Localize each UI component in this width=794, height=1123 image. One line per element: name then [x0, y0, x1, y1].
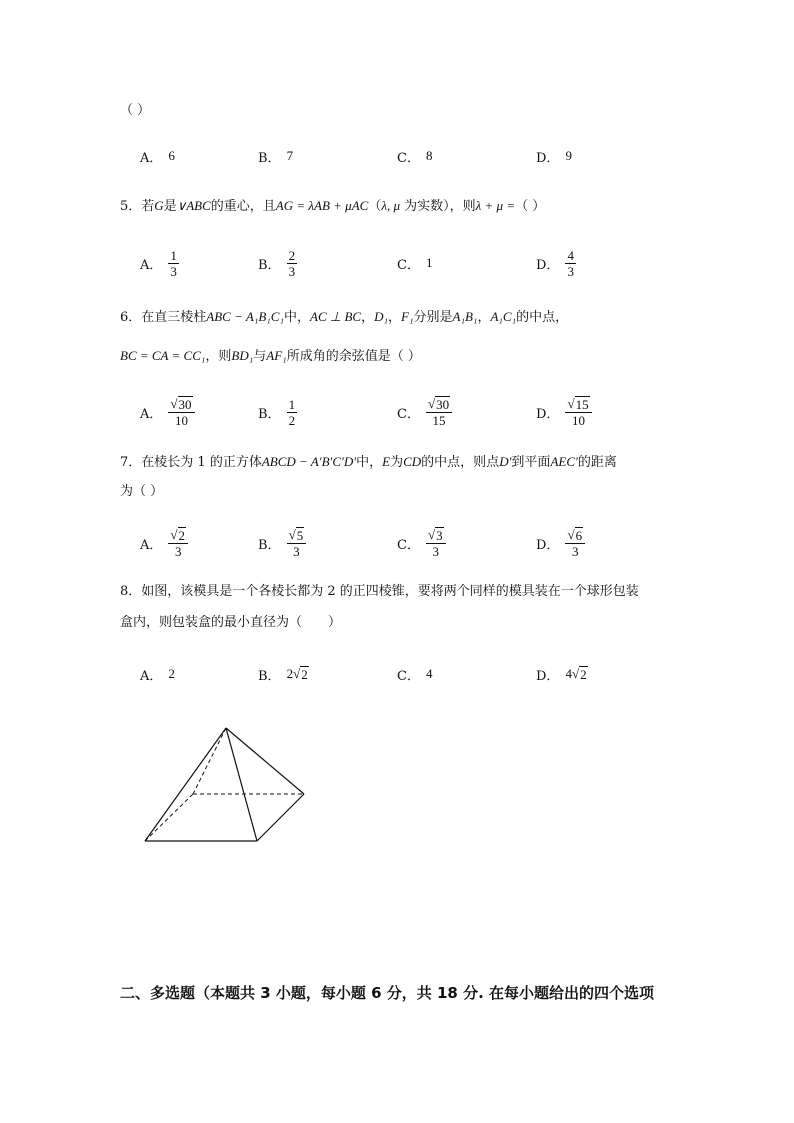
pyramid-edge [226, 728, 257, 841]
fraction: √ 30 10 [168, 396, 194, 428]
q7-option-d: D． √ 6 3 [536, 523, 585, 563]
fraction: √ 5 3 [287, 527, 307, 559]
vector-expression: AG = λAB + μAC [275, 198, 369, 213]
pyramid-base-edge [257, 794, 304, 841]
q8-options [140, 654, 660, 694]
q8-option-c: C． 4 [397, 666, 433, 684]
sqrt-icon: √ 30 [427, 396, 450, 412]
q4-paren: （ ） [120, 103, 151, 118]
section-heading: 二、多选题（本题共 3 小题，每小题 6 分，共 18 分. 在每小题给出的四个选项 [120, 984, 655, 1002]
sqrt-icon: √ 5 [288, 527, 304, 543]
q5-option-c: C． 1 [397, 255, 433, 273]
q7-options [140, 523, 660, 563]
q5-option-a: A． $\frac{1}{3}$ [140, 247, 177, 279]
pyramid-hidden-edge [145, 794, 193, 841]
sqrt-icon: √ 2 [293, 666, 308, 682]
q4-option-a: A． 6 [140, 148, 175, 166]
q7-option-c: C． √ 3 3 [397, 523, 446, 563]
q4-option-b: B． 7 [258, 148, 294, 166]
q7-stem-line2: 为（ ） [120, 484, 164, 499]
q6-option-c: C． √ 30 15 [397, 392, 452, 432]
q4-options [140, 136, 660, 176]
q8-option-d: D． 4 √ 2 [536, 666, 587, 684]
fraction: √ 30 15 [426, 396, 452, 428]
fraction: $\frac{4}{3}$ [567, 247, 574, 279]
fraction: √ 6 3 [565, 527, 585, 559]
pyramid-figure [130, 720, 320, 850]
q7-option-a: A． √ 2 3 [140, 523, 188, 563]
fraction: √ 15 10 [565, 396, 591, 428]
fraction: $\frac{1}{2}$ [288, 396, 296, 428]
fraction: √ 2 3 [168, 527, 188, 559]
pyramid-edge [226, 728, 304, 794]
fraction: √ 3 3 [426, 527, 446, 559]
sqrt-icon: √ 3 [427, 527, 443, 543]
q4-option-d: D． 9 [536, 148, 572, 166]
q8-option-a: A． 2 [140, 666, 175, 684]
q6-stem-line2: BC = CA = CC₁，则BD₁与AF₁所成角的余弦值是（ ） [120, 348, 421, 364]
q6-option-a: A． √ 30 10 [140, 392, 195, 432]
q5-stem: 5．若G是∨ABC的重心，且AG = λAB + μAC（λ, μ 为实数），则λ + μ =（ ） [120, 198, 546, 214]
pyramid-edge [145, 728, 226, 841]
q5-options [140, 243, 660, 283]
q5-option-b: B． $\frac{2}{3}$ [258, 247, 296, 279]
q4-option-c: C． 8 [397, 148, 433, 166]
sqrt-icon: √ 2 [170, 527, 186, 543]
pyramid-hidden-edge [193, 728, 226, 794]
q8-stem-line2: 盒内，则包装盒的最小直径为（ ） [120, 615, 342, 630]
q8-stem-line1: 8．如图，该模具是一个各棱长都为 2 的正四棱锥，要将两个同样的模具装在一个球形包装 [120, 584, 639, 599]
q5-option-d: D． $\frac{4}{3}$ [536, 247, 574, 279]
fraction: $\frac{1}{3}$ [170, 247, 177, 279]
q8-option-b: B． 2 √ 2 [258, 666, 308, 684]
sqrt-icon: √ 2 [571, 666, 587, 682]
sqrt-icon: √ 30 [170, 396, 192, 412]
sqrt-icon: √ 15 [567, 396, 589, 412]
fraction: $\frac{2}{3}$ [288, 247, 296, 279]
q7-stem-line1: 7．在棱长为 1 的正方体ABCD − A′B′C′D′中，E为CD的中点，则点D′到平面AEC′的距离 [120, 454, 617, 470]
sqrt-icon: √ 6 [567, 527, 583, 543]
q6-option-d: D． √ 15 10 [536, 392, 592, 432]
q6-stem-line1: 6．在直三棱柱ABC − A₁B₁C₁中，AC ⊥ BC，D₁，F₁分别是A₁B₁，A₁C₁的中点， [120, 309, 569, 325]
q6-options [140, 392, 660, 432]
q6-option-b: B． $\frac{1}{2}$ [258, 396, 296, 428]
q7-option-b: B． √ 5 3 [258, 523, 306, 563]
